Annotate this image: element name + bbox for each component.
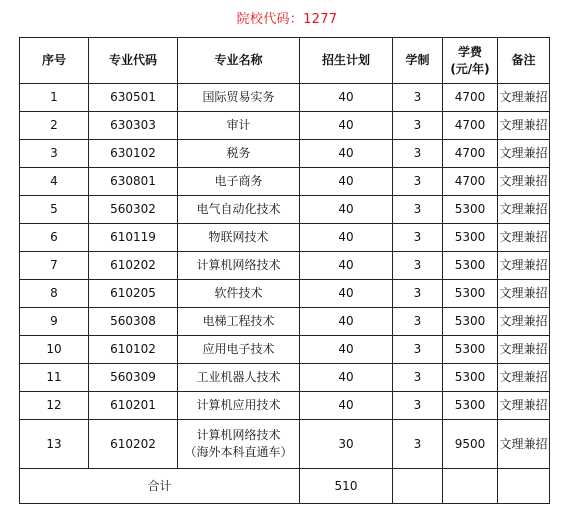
cell-name: 计算机应用技术 <box>178 392 300 420</box>
institution-code-caption: 院校代码：1277 <box>236 12 338 27</box>
total-empty-fee <box>443 469 498 504</box>
admission-plan-table <box>19 37 550 504</box>
cell-fee: 5300 <box>443 252 498 280</box>
cell-fee: 4700 <box>443 112 498 140</box>
cell-years: 3 <box>393 308 443 336</box>
cell-fee: 5300 <box>443 336 498 364</box>
cell-fee: 5300 <box>443 364 498 392</box>
header-name: 专业名称 <box>178 38 300 84</box>
table-row <box>20 84 550 112</box>
cell-name-line2: （海外本科直通车） <box>184 445 293 459</box>
cell-no: 8 <box>20 280 89 308</box>
table-row <box>20 336 550 364</box>
cell-no: 9 <box>20 308 89 336</box>
cell-code: 630801 <box>89 168 178 196</box>
cell-note: 文理兼招 <box>498 392 550 420</box>
total-empty-years <box>393 469 443 504</box>
cell-no: 1 <box>20 84 89 112</box>
table-row <box>20 364 550 392</box>
cell-plan: 40 <box>300 168 393 196</box>
cell-name: 软件技术 <box>178 280 300 308</box>
cell-code: 560309 <box>89 364 178 392</box>
header-fee-line1: 学费 <box>457 44 482 59</box>
header-years: 学制 <box>393 38 443 84</box>
cell-name: 国际贸易实务 <box>178 84 300 112</box>
cell-code: 610201 <box>89 392 178 420</box>
cell-no: 13 <box>20 420 89 469</box>
cell-code: 610102 <box>89 336 178 364</box>
cell-no: 2 <box>20 112 89 140</box>
cell-code: 630501 <box>89 84 178 112</box>
cell-no: 12 <box>20 392 89 420</box>
cell-name: 工业机器人技术 <box>178 364 300 392</box>
cell-fee: 5300 <box>443 308 498 336</box>
cell-name-line1: 计算机网络技术 <box>196 428 281 442</box>
cell-name: 税务 <box>178 140 300 168</box>
cell-no: 6 <box>20 224 89 252</box>
cell-note: 文理兼招 <box>498 420 550 469</box>
cell-fee: 4700 <box>443 140 498 168</box>
cell-name: 电梯工程技术 <box>178 308 300 336</box>
table-row <box>20 196 550 224</box>
table-row <box>20 112 550 140</box>
table-row-overseas <box>20 420 550 469</box>
cell-plan: 40 <box>300 84 393 112</box>
cell-note: 文理兼招 <box>498 196 550 224</box>
cell-plan: 40 <box>300 392 393 420</box>
cell-years: 3 <box>393 420 443 469</box>
table-row <box>20 280 550 308</box>
cell-name: 应用电子技术 <box>178 336 300 364</box>
cell-plan: 40 <box>300 252 393 280</box>
cell-plan: 40 <box>300 308 393 336</box>
cell-years: 3 <box>393 224 443 252</box>
total-row <box>20 469 550 504</box>
cell-no: 7 <box>20 252 89 280</box>
cell-note: 文理兼招 <box>498 140 550 168</box>
header-code: 专业代码 <box>89 38 178 84</box>
table-row <box>20 392 550 420</box>
cell-note: 文理兼招 <box>498 168 550 196</box>
cell-years: 3 <box>393 336 443 364</box>
cell-fee: 9500 <box>443 420 498 469</box>
cell-years: 3 <box>393 252 443 280</box>
table-body <box>20 84 550 504</box>
cell-years: 3 <box>393 364 443 392</box>
table-row <box>20 308 550 336</box>
cell-years: 3 <box>393 168 443 196</box>
cell-note: 文理兼招 <box>498 224 550 252</box>
cell-no: 4 <box>20 168 89 196</box>
cell-code: 560302 <box>89 196 178 224</box>
cell-years: 3 <box>393 84 443 112</box>
cell-name: 物联网技术 <box>178 224 300 252</box>
cell-name <box>178 420 300 469</box>
cell-fee: 5300 <box>443 196 498 224</box>
table-header-row <box>20 38 550 84</box>
cell-note: 文理兼招 <box>498 252 550 280</box>
cell-years: 3 <box>393 280 443 308</box>
cell-fee: 5300 <box>443 224 498 252</box>
cell-no: 5 <box>20 196 89 224</box>
cell-plan: 40 <box>300 336 393 364</box>
cell-plan: 40 <box>300 196 393 224</box>
table-row <box>20 252 550 280</box>
cell-no: 3 <box>20 140 89 168</box>
table-row <box>20 224 550 252</box>
cell-note: 文理兼招 <box>498 336 550 364</box>
cell-name: 审计 <box>178 112 300 140</box>
cell-code: 630102 <box>89 140 178 168</box>
cell-name: 电子商务 <box>178 168 300 196</box>
cell-plan: 30 <box>300 420 393 469</box>
total-plan: 510 <box>300 469 393 504</box>
cell-fee: 5300 <box>443 392 498 420</box>
cell-note: 文理兼招 <box>498 308 550 336</box>
total-label: 合计 <box>20 469 300 504</box>
cell-note: 文理兼招 <box>498 112 550 140</box>
cell-plan: 40 <box>300 364 393 392</box>
cell-years: 3 <box>393 140 443 168</box>
header-plan: 招生计划 <box>300 38 393 84</box>
cell-note: 文理兼招 <box>498 364 550 392</box>
cell-note: 文理兼招 <box>498 280 550 308</box>
cell-plan: 40 <box>300 140 393 168</box>
total-empty-note <box>498 469 550 504</box>
cell-fee: 5300 <box>443 280 498 308</box>
cell-code: 610202 <box>89 420 178 469</box>
cell-name: 电气自动化技术 <box>178 196 300 224</box>
cell-note: 文理兼招 <box>498 84 550 112</box>
cell-years: 3 <box>393 392 443 420</box>
cell-no: 10 <box>20 336 89 364</box>
cell-code: 610119 <box>89 224 178 252</box>
cell-no: 11 <box>20 364 89 392</box>
cell-code: 610205 <box>89 280 178 308</box>
cell-plan: 40 <box>300 280 393 308</box>
cell-code: 610202 <box>89 252 178 280</box>
cell-years: 3 <box>393 196 443 224</box>
header-no: 序号 <box>20 38 89 84</box>
header-note: 备注 <box>498 38 550 84</box>
table-row <box>20 140 550 168</box>
header-fee-line2: (元/年) <box>450 61 490 76</box>
cell-code: 560308 <box>89 308 178 336</box>
cell-fee: 4700 <box>443 84 498 112</box>
table-row <box>20 168 550 196</box>
cell-years: 3 <box>393 112 443 140</box>
cell-name: 计算机网络技术 <box>178 252 300 280</box>
cell-code: 630303 <box>89 112 178 140</box>
cell-plan: 40 <box>300 224 393 252</box>
cell-plan: 40 <box>300 112 393 140</box>
header-fee <box>443 38 498 84</box>
cell-fee: 4700 <box>443 168 498 196</box>
